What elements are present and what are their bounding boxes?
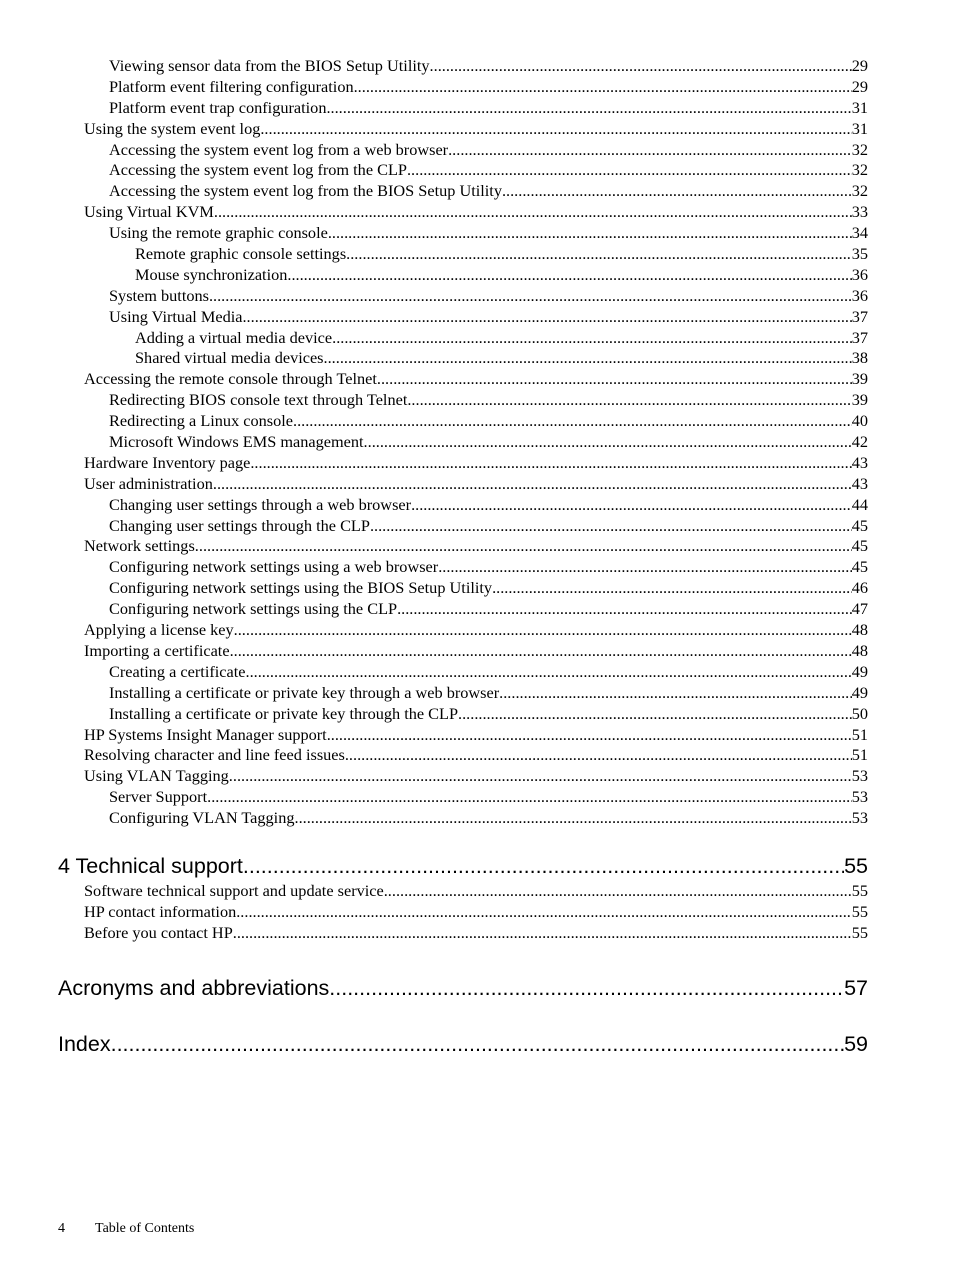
toc-entry-title: Applying a license key xyxy=(84,620,234,640)
toc-dot-leader xyxy=(295,808,852,829)
toc-dot-leader xyxy=(407,160,852,181)
page-footer xyxy=(58,1221,194,1237)
toc-entry-page: 53 xyxy=(851,787,868,807)
toc-entry-title: Remote graphic console settings xyxy=(135,244,347,264)
toc-entry-title: Shared virtual media devices xyxy=(135,348,324,368)
toc-entry-title: Accessing the remote console through Telnet xyxy=(84,369,377,389)
toc-entry-page: 45 xyxy=(851,557,868,577)
toc-dot-leader xyxy=(370,516,852,537)
toc-entry[interactable] xyxy=(58,662,868,683)
toc-dot-leader xyxy=(384,881,852,902)
toc-chapter-title: Acronyms and abbreviations xyxy=(58,975,330,1000)
toc-entry[interactable] xyxy=(58,77,868,98)
toc-entry-title: Platform event trap configuration xyxy=(109,97,327,117)
toc-entry-title: Creating a certificate xyxy=(109,661,246,681)
toc-entry-title: Hardware Inventory page xyxy=(84,452,251,472)
toc-entry-page: 46 xyxy=(851,578,868,598)
toc-entry[interactable] xyxy=(58,56,868,77)
toc-dot-leader xyxy=(250,453,851,474)
toc-dot-leader xyxy=(411,495,852,516)
toc-dot-leader xyxy=(329,973,844,1003)
toc-dot-leader xyxy=(345,745,852,766)
toc-entry-title: Using the system event log xyxy=(84,118,261,138)
toc-entry-title: Configuring VLAN Tagging xyxy=(109,808,295,828)
toc-dot-leader xyxy=(354,77,852,98)
toc-dot-leader xyxy=(492,578,852,599)
toc-entry[interactable] xyxy=(58,683,868,704)
toc-entry-title: Before you contact HP xyxy=(84,922,233,942)
toc-entry-title: Viewing sensor data from the BIOS Setup Utility xyxy=(109,56,430,75)
toc-entry-page: 51 xyxy=(851,745,868,765)
toc-dot-leader xyxy=(207,787,852,808)
toc-dot-leader xyxy=(364,432,852,453)
toc-entry[interactable] xyxy=(58,881,868,902)
toc-entry[interactable] xyxy=(58,119,868,140)
toc-dot-leader xyxy=(438,557,852,578)
toc-entry[interactable] xyxy=(58,411,868,432)
toc-entry-title: Redirecting a Linux console xyxy=(109,411,294,431)
toc-dot-leader xyxy=(377,369,852,390)
toc-entry[interactable] xyxy=(58,516,868,537)
toc-dot-leader xyxy=(234,620,852,641)
toc-entry-page: 40 xyxy=(851,411,868,431)
toc-entry-page: 47 xyxy=(851,599,868,619)
toc-entry[interactable] xyxy=(58,265,868,286)
toc-entry[interactable] xyxy=(58,432,868,453)
toc-entry-page: 45 xyxy=(851,536,868,556)
toc-entry[interactable] xyxy=(58,286,868,307)
toc-entry[interactable] xyxy=(58,453,868,474)
toc-dot-leader xyxy=(230,641,852,662)
toc-entry-page: 34 xyxy=(851,223,868,243)
toc-entry[interactable] xyxy=(58,725,868,746)
toc-entry-title: Microsoft Windows EMS management xyxy=(109,432,364,452)
toc-entry-page: 35 xyxy=(851,244,868,264)
toc-entry-title: Accessing the system event log from the BIOS Setup Utility xyxy=(109,181,502,201)
toc-entry-page: 49 xyxy=(851,661,868,681)
toc-entry-page: 32 xyxy=(851,139,868,159)
toc-dot-leader xyxy=(397,599,852,620)
toc-entry[interactable] xyxy=(58,557,868,578)
toc-entry-title: Using Virtual KVM xyxy=(84,202,214,222)
toc-dot-leader xyxy=(111,1029,844,1059)
toc-entry[interactable] xyxy=(58,704,868,725)
toc-entry[interactable] xyxy=(58,390,868,411)
toc-entry-page: 51 xyxy=(851,724,868,744)
toc-entry-page: 48 xyxy=(851,620,868,640)
toc-entry-title: Configuring network settings using the BIOS Setup Utility xyxy=(109,578,493,598)
toc-entry-page: 39 xyxy=(851,369,868,389)
toc-dot-leader xyxy=(195,536,852,557)
toc-dot-leader xyxy=(214,202,852,223)
toc-entry-page: 36 xyxy=(851,264,868,284)
toc-dot-leader xyxy=(448,140,852,161)
toc-chapter-page: 59 xyxy=(844,1031,868,1056)
toc-entry-title: Accessing the system event log from a web browser xyxy=(109,139,449,159)
toc-dot-leader xyxy=(430,56,852,77)
toc-entry-title: System buttons xyxy=(109,285,209,305)
toc-entry-title: Using the remote graphic console xyxy=(109,223,328,243)
toc-entry-page: 31 xyxy=(851,118,868,138)
toc-entry[interactable] xyxy=(58,474,868,495)
toc-entry-page: 55 xyxy=(851,880,868,900)
toc-chapter-entry[interactable] xyxy=(58,1029,868,1059)
toc-entry-page: 53 xyxy=(851,766,868,786)
toc-dot-leader xyxy=(327,725,852,746)
toc-dot-leader xyxy=(458,704,852,725)
toc-entry[interactable] xyxy=(58,140,868,161)
footer-page-number: 4 xyxy=(58,1221,65,1236)
toc-dot-leader xyxy=(328,223,852,244)
toc-dot-leader xyxy=(324,348,852,369)
toc-entry-page: 37 xyxy=(851,306,868,326)
toc-dot-leader xyxy=(229,766,852,787)
toc-entry-title: User administration xyxy=(84,473,213,493)
toc-entry-page: 48 xyxy=(851,640,868,660)
toc-entry-page: 32 xyxy=(851,160,868,180)
toc-entry[interactable] xyxy=(58,902,868,923)
toc-entry-page: 55 xyxy=(851,922,868,942)
toc-entry-page: 31 xyxy=(851,97,868,117)
toc-chapter-entry[interactable] xyxy=(58,973,868,1003)
toc-entry[interactable] xyxy=(58,923,868,944)
toc-entry[interactable] xyxy=(58,766,868,787)
toc-dot-leader xyxy=(209,286,852,307)
toc-entry[interactable] xyxy=(58,641,868,662)
toc-entry[interactable] xyxy=(58,244,868,265)
toc-entry-page: 45 xyxy=(851,515,868,535)
toc-entry-title: Accessing the system event log from the CLP xyxy=(109,160,407,180)
toc-entry-page: 55 xyxy=(851,901,868,921)
toc-entry-title: Resolving character and line feed issues xyxy=(84,745,345,765)
toc-entry-page: 49 xyxy=(851,682,868,702)
toc-entry[interactable] xyxy=(58,578,868,599)
toc-entry[interactable] xyxy=(58,348,868,369)
toc-chapter-page: 57 xyxy=(844,975,868,1000)
toc-dot-leader xyxy=(332,328,852,349)
toc-entry-title: Configuring network settings using a web browser xyxy=(109,557,439,577)
toc-entry-page: 38 xyxy=(851,348,868,368)
toc-dot-leader xyxy=(407,390,851,411)
toc-entry-page: 50 xyxy=(851,703,868,723)
toc-entry-page: 29 xyxy=(851,56,868,75)
toc-entry[interactable] xyxy=(58,98,868,119)
toc-entry-title: Software technical support and update service xyxy=(84,880,384,900)
toc-dot-leader xyxy=(246,662,852,683)
toc-entry-title: Platform event filtering configuration xyxy=(109,76,354,96)
toc-dot-leader xyxy=(346,244,852,265)
toc-entry-page: 29 xyxy=(851,76,868,96)
toc-entry-page: 53 xyxy=(851,808,868,828)
toc-dot-leader xyxy=(499,683,852,704)
toc-chapter-page: 55 xyxy=(844,853,868,878)
toc-entry-title: HP contact information xyxy=(84,901,237,921)
toc-entry-page: 37 xyxy=(851,327,868,347)
toc-chapter-title: Index xyxy=(58,1031,111,1056)
toc-entry-page: 43 xyxy=(851,473,868,493)
toc-dot-leader xyxy=(502,181,852,202)
table-of-contents xyxy=(58,56,868,1059)
footer-section-title: Table of Contents xyxy=(95,1221,195,1236)
toc-dot-leader xyxy=(260,119,851,140)
toc-entry[interactable] xyxy=(58,536,868,557)
toc-entry[interactable] xyxy=(58,328,868,349)
toc-entry-title: HP Systems Insight Manager support xyxy=(84,724,327,744)
toc-entry[interactable] xyxy=(58,620,868,641)
toc-dot-leader xyxy=(287,265,851,286)
toc-entry-title: Mouse synchronization xyxy=(135,264,288,284)
toc-entry[interactable] xyxy=(58,745,868,766)
toc-dot-leader xyxy=(326,98,851,119)
toc-entry-title: Using VLAN Tagging xyxy=(84,766,229,786)
toc-dot-leader xyxy=(242,307,851,328)
toc-entry-title: Using Virtual Media xyxy=(109,306,243,326)
toc-entry[interactable] xyxy=(58,160,868,181)
toc-entry[interactable] xyxy=(58,181,868,202)
toc-entry-title: Server Support xyxy=(109,787,208,807)
toc-dot-leader xyxy=(233,923,852,944)
toc-dot-leader xyxy=(213,474,852,495)
toc-entry-title: Importing a certificate xyxy=(84,640,230,660)
toc-entry-page: 42 xyxy=(851,432,868,452)
toc-entry-page: 32 xyxy=(851,181,868,201)
toc-dot-leader xyxy=(293,411,852,432)
toc-entry[interactable] xyxy=(58,599,868,620)
toc-entry-title: Adding a virtual media device xyxy=(135,327,333,347)
toc-entry[interactable] xyxy=(58,369,868,390)
toc-entry-title: Changing user settings through a web browser xyxy=(109,494,412,514)
toc-entry-page: 39 xyxy=(851,390,868,410)
toc-entry-title: Configuring network settings using the CLP xyxy=(109,599,398,619)
toc-entry[interactable] xyxy=(58,223,868,244)
toc-chapter-entry[interactable] xyxy=(58,851,868,881)
toc-entry[interactable] xyxy=(58,808,868,829)
toc-entry-page: 43 xyxy=(851,452,868,472)
toc-dot-leader xyxy=(243,851,844,881)
toc-entry-page: 33 xyxy=(851,202,868,222)
toc-dot-leader xyxy=(236,902,851,923)
toc-entry-title: Network settings xyxy=(84,536,195,556)
toc-entry[interactable] xyxy=(58,787,868,808)
toc-entry-title: Changing user settings through the CLP xyxy=(109,515,370,535)
toc-entry[interactable] xyxy=(58,307,868,328)
toc-chapter-title: 4 Technical support xyxy=(58,853,243,878)
toc-entry[interactable] xyxy=(58,495,868,516)
toc-entry-title: Installing a certificate or private key through a web browser xyxy=(109,682,500,702)
toc-entry-page: 44 xyxy=(851,494,868,514)
toc-entry[interactable] xyxy=(58,202,868,223)
toc-entry-page: 36 xyxy=(851,285,868,305)
toc-entry-title: Installing a certificate or private key through the CLP xyxy=(109,703,459,723)
toc-entry-title: Redirecting BIOS console text through Telnet xyxy=(109,390,408,410)
